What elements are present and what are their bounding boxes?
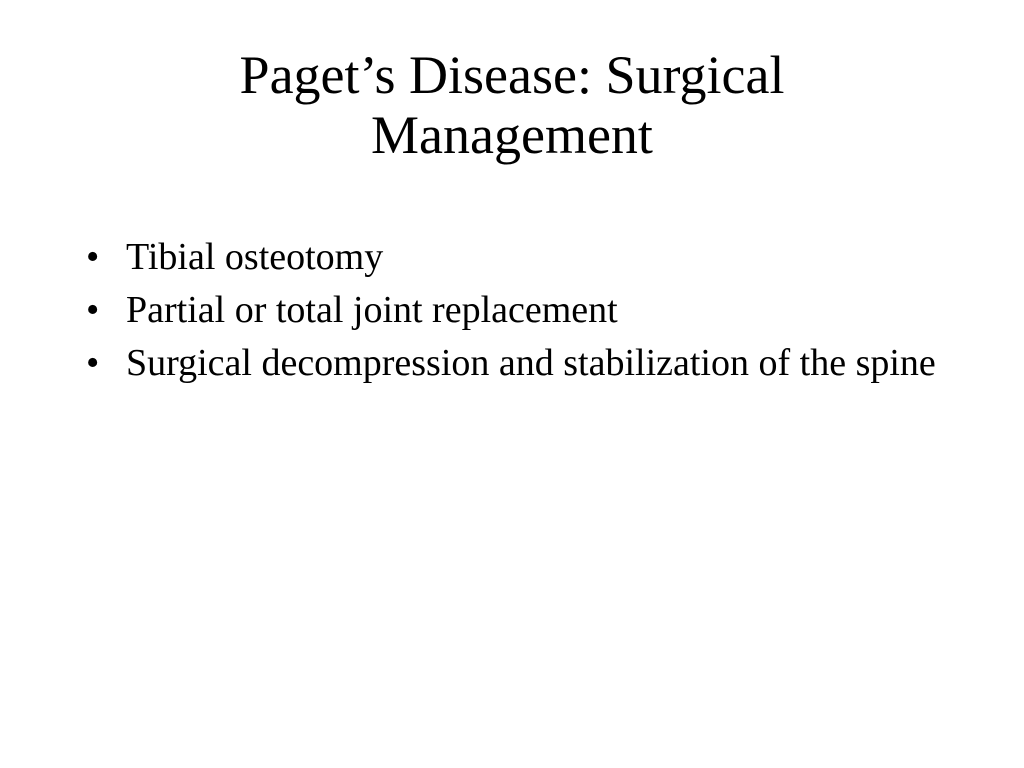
bullet-icon: • [86, 289, 100, 331]
bullet-item [86, 337, 946, 390]
bullet-list [86, 231, 946, 390]
bullet-text: Tibial osteotomy [126, 236, 384, 278]
bullet-text: Surgical decompression and stabilization of the spine [126, 342, 936, 384]
slide-title: Paget’s Disease: Surgical Management [239, 45, 785, 165]
bullet-icon: • [86, 342, 100, 384]
bullet-icon: • [86, 236, 100, 278]
bullet-item [86, 231, 946, 284]
bullet-text: Partial or total joint replacement [126, 289, 618, 331]
bullet-item [86, 284, 946, 337]
